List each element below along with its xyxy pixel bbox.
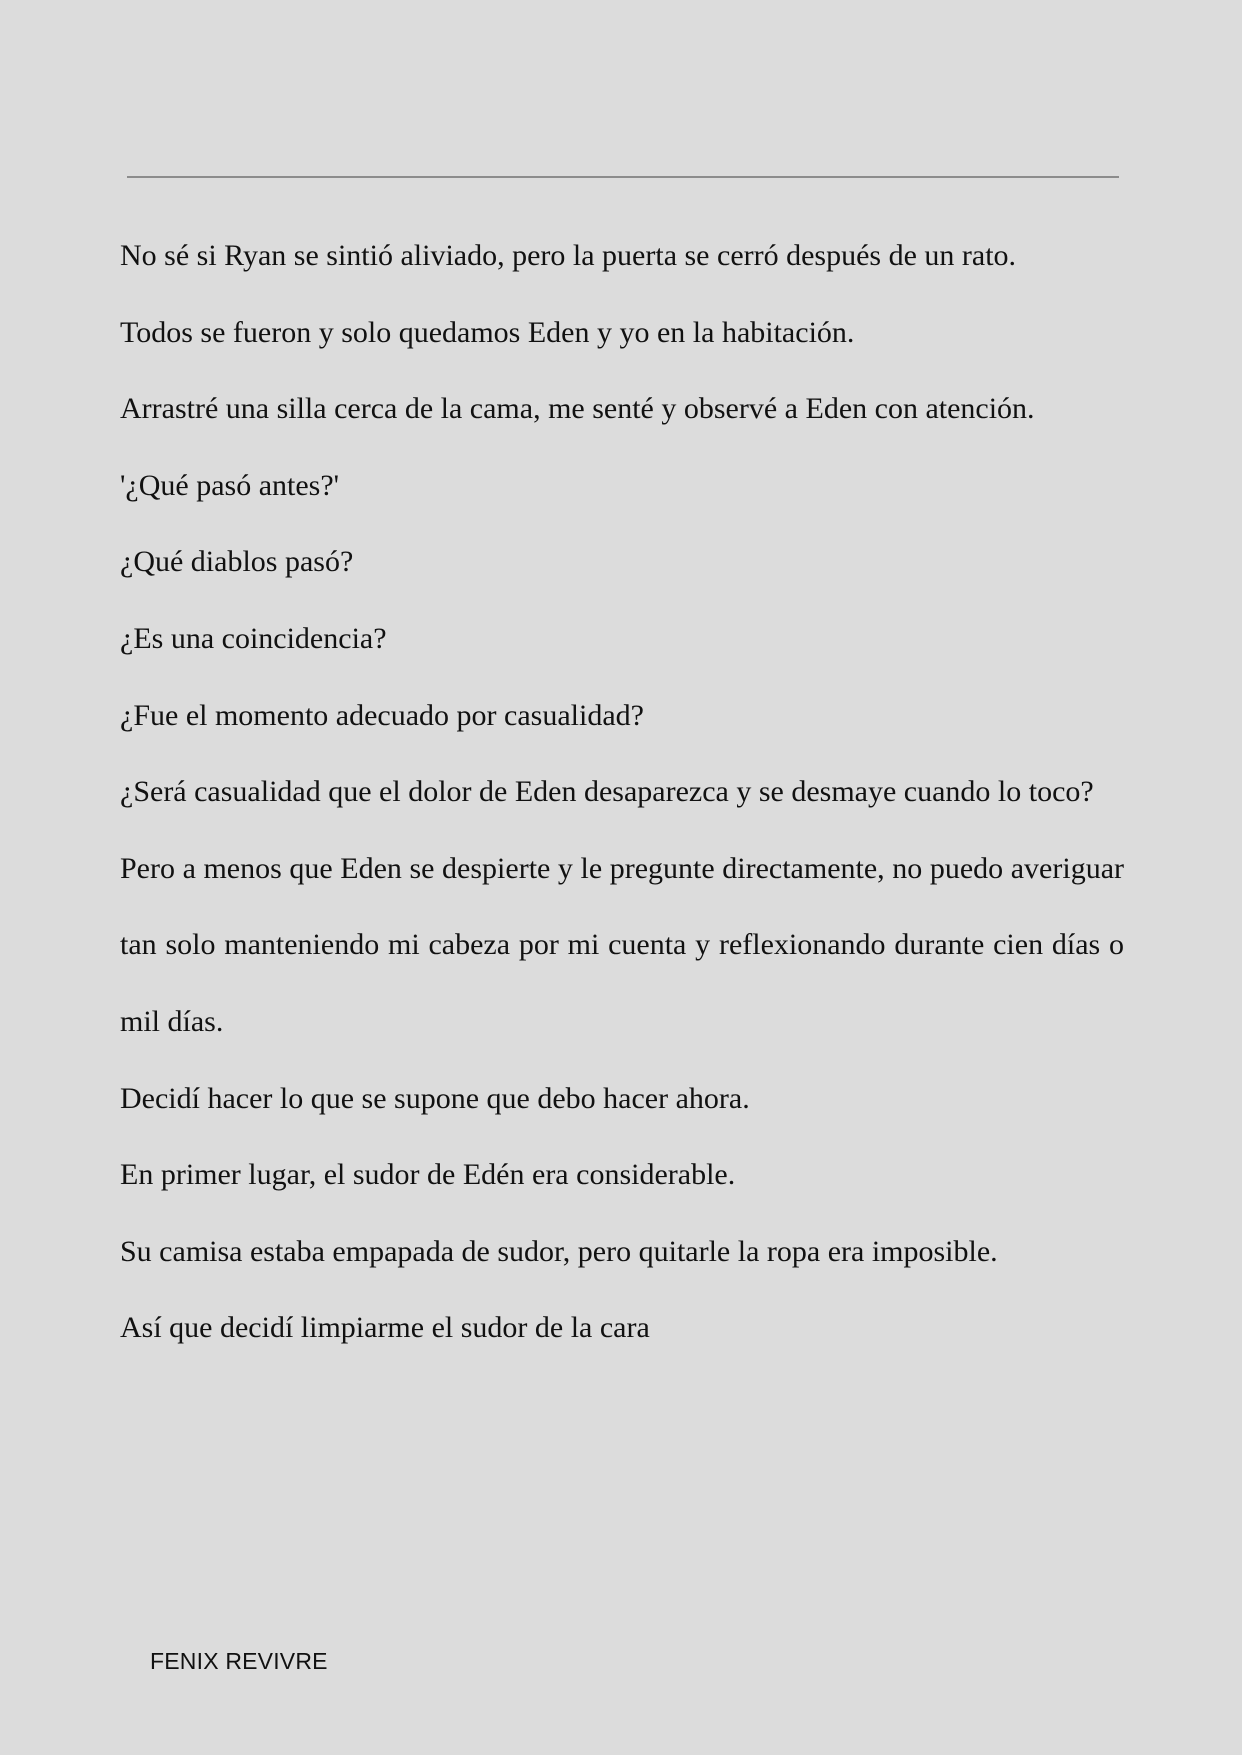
paragraph: No sé si Ryan se sintió aliviado, pero la puerta se cerró después de un rato. — [120, 239, 1017, 272]
paragraph: Su camisa estaba empapada de sudor, pero quitarle la ropa era imposible. — [120, 1234, 998, 1268]
paragraph: Pero a menos que Eden se despierte y le pregunte directamente, no puedo averiguar tan solo manteniendo mi cabeza por mi cuenta y reflexionando durante cien días o mil días. — [120, 851, 1124, 1038]
paragraph: En primer lugar, el sudor de Edén era considerable. — [120, 1158, 736, 1192]
paragraph: ¿Es una coincidencia? — [120, 621, 387, 655]
paragraph: Así que decidí limpiarme el sudor de la cara — [120, 1311, 650, 1345]
paragraph: ¿Será casualidad que el dolor de Eden desaparezca y se desmaye cuando lo toco? — [120, 775, 1094, 809]
footer-watermark: FENIX REVIVRE — [150, 1648, 328, 1674]
paragraph: ¿Qué diablos pasó? — [120, 545, 354, 579]
paragraph: '¿Qué pasó antes?' — [120, 468, 340, 502]
paragraph: Todos se fueron y solo quedamos Eden y yo en la habitación. — [120, 315, 855, 349]
header-divider — [127, 176, 1119, 178]
paragraph: Decidí hacer lo que se supone que debo hacer ahora. — [120, 1081, 750, 1115]
paragraph: Arrastré una silla cerca de la cama, me senté y observé a Eden con atención. — [120, 392, 1035, 426]
document-body — [120, 218, 1124, 1367]
paragraph: ¿Fue el momento adecuado por casualidad? — [120, 698, 644, 732]
